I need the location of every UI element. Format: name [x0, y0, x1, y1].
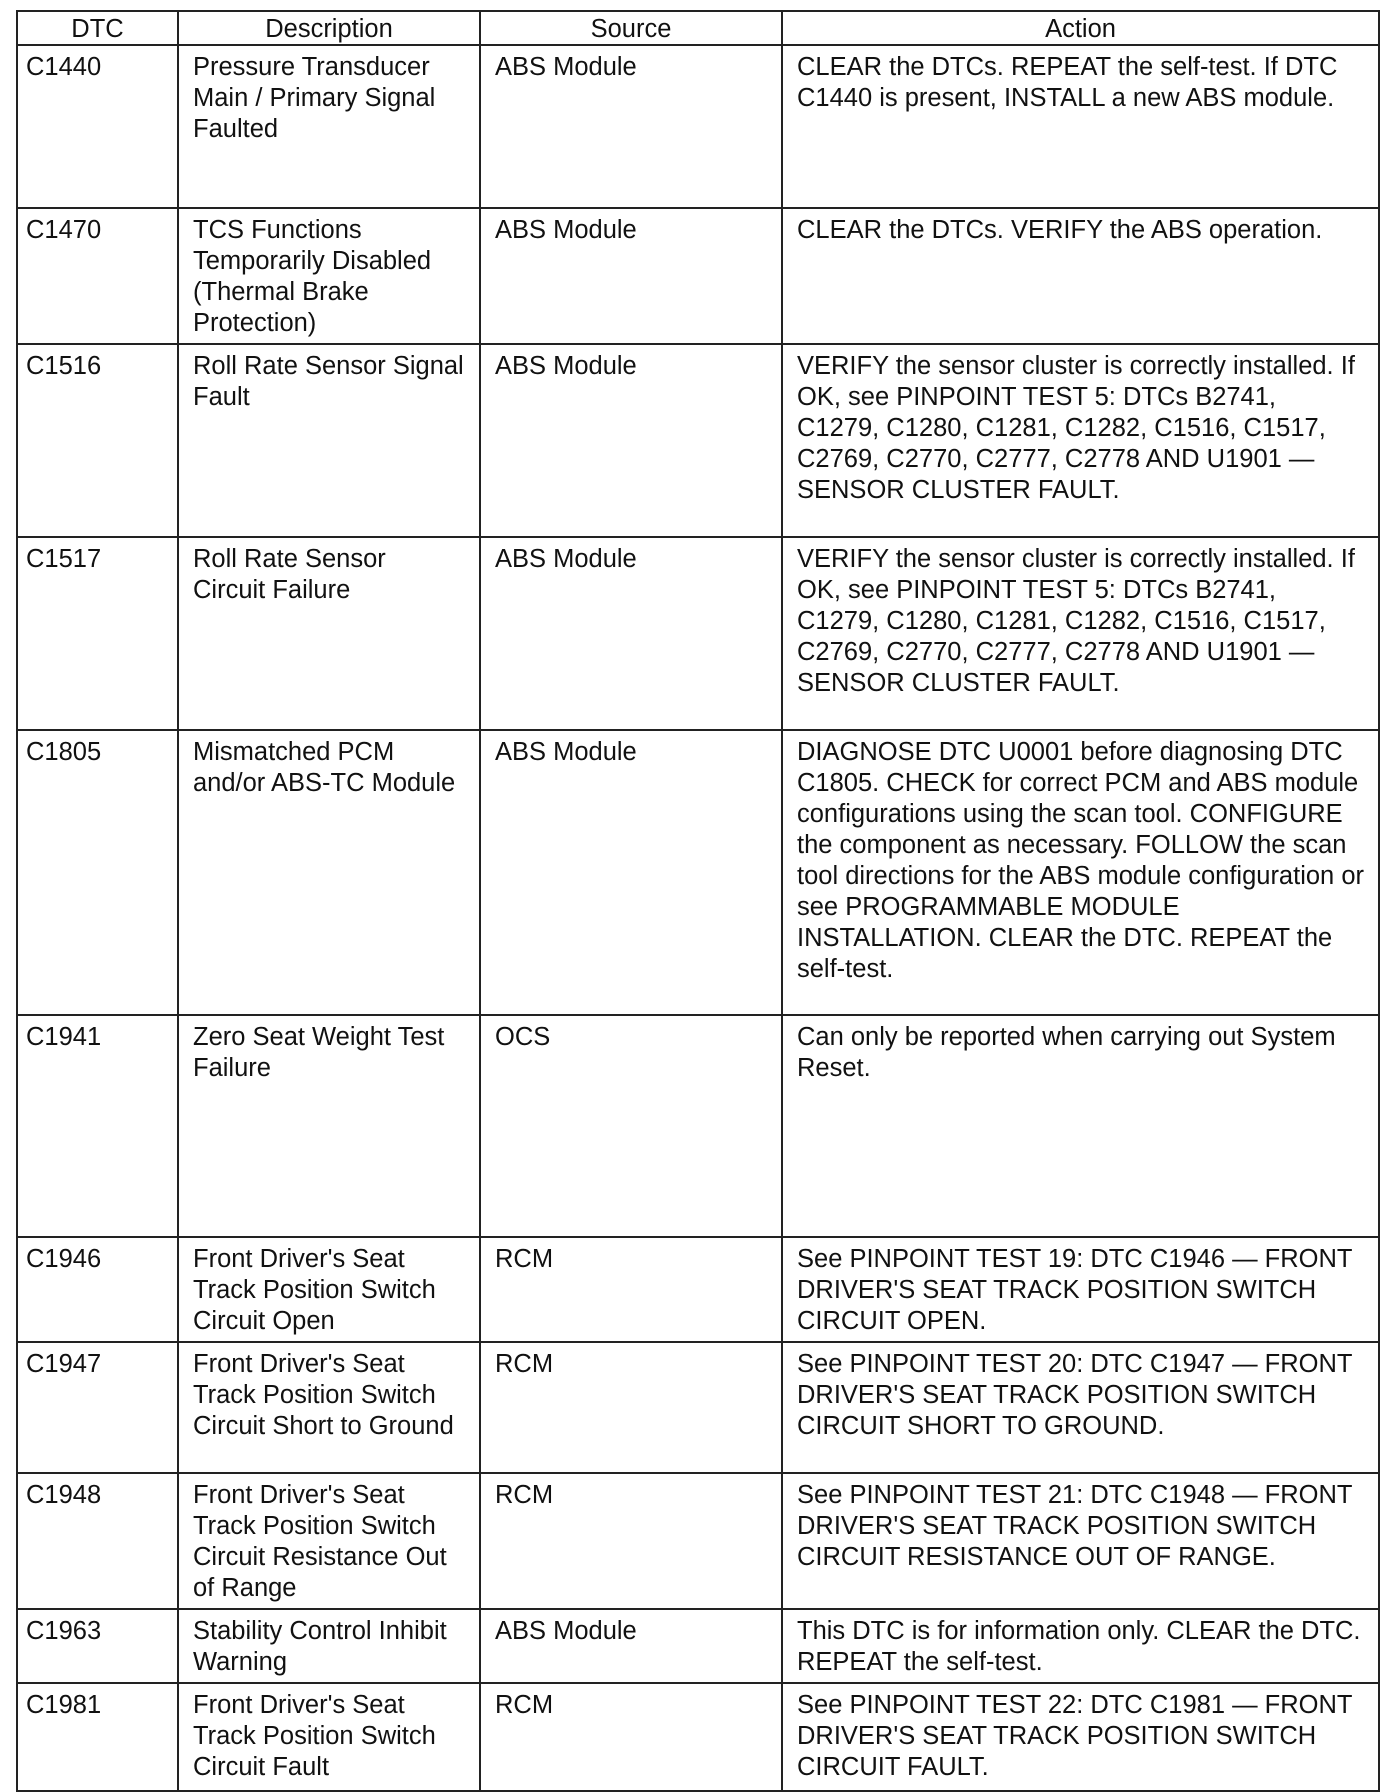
- table-row: [17, 537, 1379, 730]
- dtc-page: [16, 10, 1378, 1781]
- table-row: [17, 45, 1379, 208]
- table-row: [17, 208, 1379, 344]
- dtc-code: C1948: [17, 1473, 178, 1609]
- dtc-source: RCM: [480, 1342, 782, 1473]
- table-row: [17, 1473, 1379, 1609]
- dtc-code: C1805: [17, 730, 178, 1015]
- dtc-description: Zero Seat Weight Test Failure: [178, 1015, 480, 1237]
- dtc-action: CLEAR the DTCs. VERIFY the ABS operation.: [782, 208, 1379, 344]
- table-row: [17, 344, 1379, 537]
- table-row: [17, 1237, 1379, 1342]
- dtc-source: OCS: [480, 1015, 782, 1237]
- dtc-description: Front Driver's Seat Track Position Switch Circuit Open: [178, 1237, 480, 1342]
- dtc-action: This DTC is for information only. CLEAR the DTC. REPEAT the self-test.: [782, 1609, 1379, 1683]
- table-row: [17, 1683, 1379, 1791]
- dtc-description: Roll Rate Sensor Signal Fault: [178, 344, 480, 537]
- dtc-source: ABS Module: [480, 537, 782, 730]
- dtc-source: RCM: [480, 1237, 782, 1342]
- dtc-description: Pressure Transducer Main / Primary Signal Faulted: [178, 45, 480, 208]
- dtc-description: TCS Functions Temporarily Disabled (Thermal Brake Protection): [178, 208, 480, 344]
- header-row: [17, 11, 1379, 45]
- header-action: Action: [782, 11, 1379, 45]
- dtc-code: C1470: [17, 208, 178, 344]
- table-row: [17, 1609, 1379, 1683]
- dtc-code: C1440: [17, 45, 178, 208]
- dtc-action: CLEAR the DTCs. REPEAT the self-test. If DTC C1440 is present, INSTALL a new ABS module.: [782, 45, 1379, 208]
- table-row: [17, 730, 1379, 1015]
- dtc-source: ABS Module: [480, 344, 782, 537]
- dtc-source: RCM: [480, 1683, 782, 1791]
- header-source: Source: [480, 11, 782, 45]
- dtc-action: Can only be reported when carrying out System Reset.: [782, 1015, 1379, 1237]
- dtc-source: ABS Module: [480, 1609, 782, 1683]
- dtc-code: C1516: [17, 344, 178, 537]
- dtc-source: ABS Module: [480, 45, 782, 208]
- dtc-source: ABS Module: [480, 208, 782, 344]
- dtc-action: See PINPOINT TEST 22: DTC C1981 — FRONT DRIVER'S SEAT TRACK POSITION SWITCH CIRCUIT FAULT.: [782, 1683, 1379, 1791]
- dtc-code: C1517: [17, 537, 178, 730]
- dtc-description: Mismatched PCM and/or ABS-TC Module: [178, 730, 480, 1015]
- dtc-action: DIAGNOSE DTC U0001 before diagnosing DTC C1805. CHECK for correct PCM and ABS module configurations using the scan tool. CONFIGURE the component as necessary. FOLLOW the scan tool directions for the ABS module configuration or see PROGRAMMABLE MODULE INSTALLATION. CLEAR the DTC. REPEAT the self-test.: [782, 730, 1379, 1015]
- dtc-description: Roll Rate Sensor Circuit Failure: [178, 537, 480, 730]
- dtc-code: C1981: [17, 1683, 178, 1791]
- dtc-source: RCM: [480, 1473, 782, 1609]
- dtc-code: C1941: [17, 1015, 178, 1237]
- dtc-description: Front Driver's Seat Track Position Switch Circuit Resistance Out of Range: [178, 1473, 480, 1609]
- dtc-source: ABS Module: [480, 730, 782, 1015]
- dtc-action: See PINPOINT TEST 19: DTC C1946 — FRONT DRIVER'S SEAT TRACK POSITION SWITCH CIRCUIT OPEN.: [782, 1237, 1379, 1342]
- dtc-code: C1947: [17, 1342, 178, 1473]
- header-description: Description: [178, 11, 480, 45]
- dtc-table: [16, 10, 1380, 1792]
- header-dtc: DTC: [17, 11, 178, 45]
- dtc-action: VERIFY the sensor cluster is correctly installed. If OK, see PINPOINT TEST 5: DTCs B2741, C1279, C1280, C1281, C1282, C1516, C1517, C2769, C2770, C2777, C2778 AND U1901 — SENSOR CLUSTER FAULT.: [782, 344, 1379, 537]
- dtc-code: C1963: [17, 1609, 178, 1683]
- dtc-description: Stability Control Inhibit Warning: [178, 1609, 480, 1683]
- dtc-action: See PINPOINT TEST 21: DTC C1948 — FRONT DRIVER'S SEAT TRACK POSITION SWITCH CIRCUIT RESISTANCE OUT OF RANGE.: [782, 1473, 1379, 1609]
- dtc-description: Front Driver's Seat Track Position Switch Circuit Short to Ground: [178, 1342, 480, 1473]
- dtc-code: C1946: [17, 1237, 178, 1342]
- table-row: [17, 1342, 1379, 1473]
- table-row: [17, 1015, 1379, 1237]
- dtc-description: Front Driver's Seat Track Position Switch Circuit Fault: [178, 1683, 480, 1791]
- dtc-action: VERIFY the sensor cluster is correctly installed. If OK, see PINPOINT TEST 5: DTCs B2741, C1279, C1280, C1281, C1282, C1516, C1517, C2769, C2770, C2777, C2778 AND U1901 — SENSOR CLUSTER FAULT.: [782, 537, 1379, 730]
- dtc-action: See PINPOINT TEST 20: DTC C1947 — FRONT DRIVER'S SEAT TRACK POSITION SWITCH CIRCUIT SHORT TO GROUND.: [782, 1342, 1379, 1473]
